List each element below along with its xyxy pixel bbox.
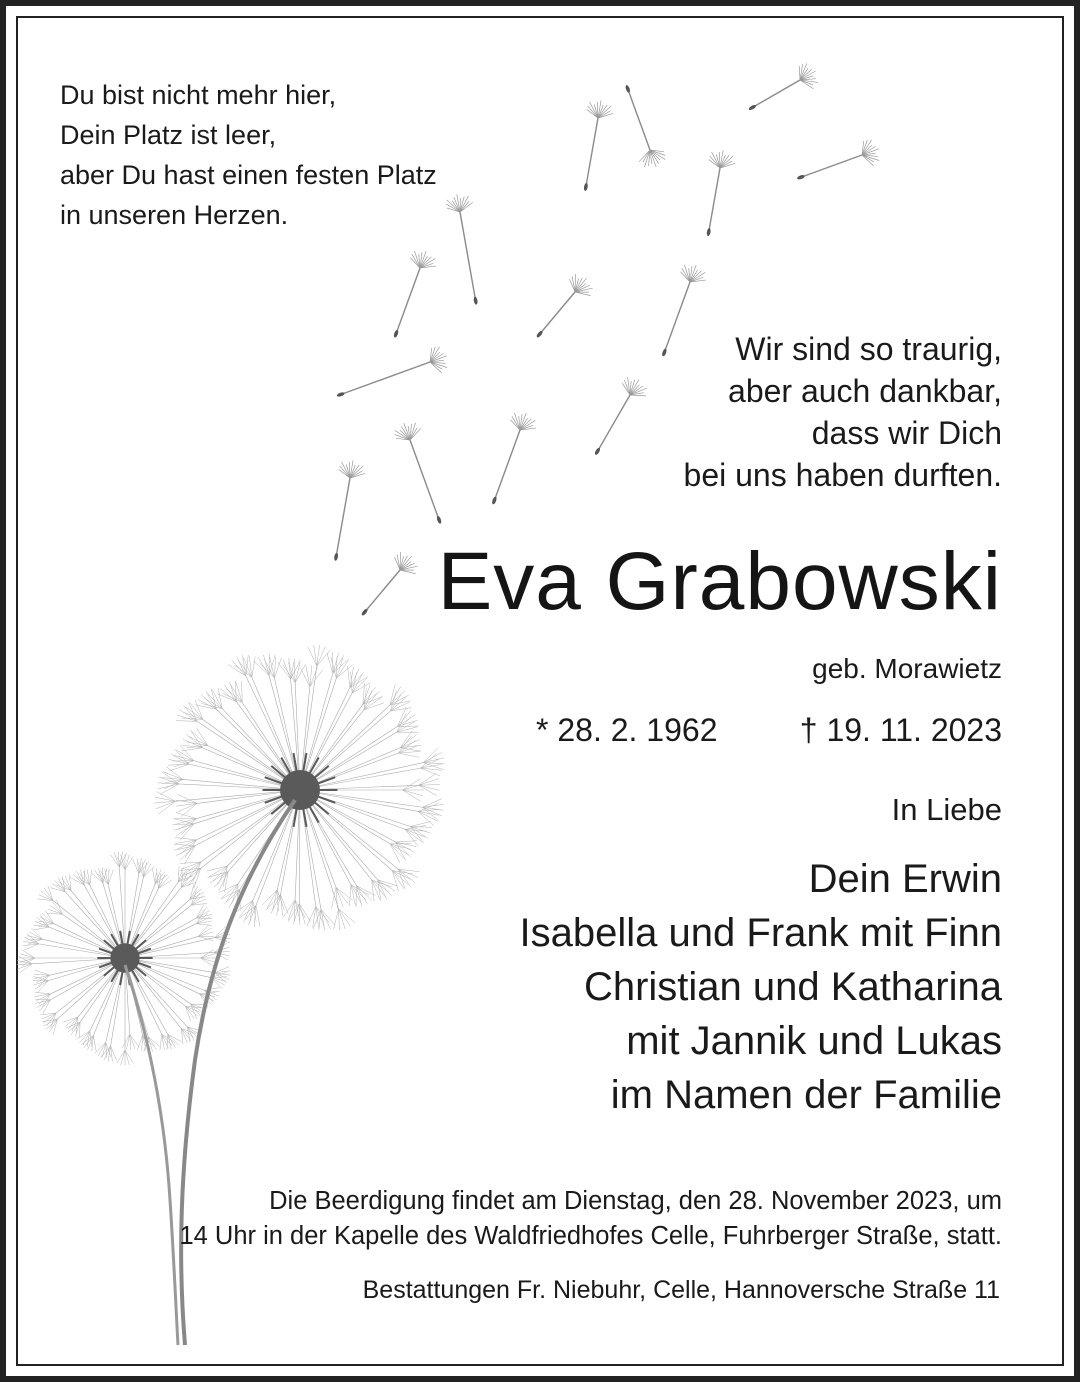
dandelion-seed-icon <box>797 140 880 181</box>
verse-left-line: Dein Platz ist leer, <box>60 120 277 150</box>
verse-left-line: in unseren Herzen. <box>60 200 289 230</box>
verse-left-line: aber Du hast einen festen Platz <box>60 160 437 190</box>
funeral-line: 14 Uhr in der Kapelle des Waldfriedhofes Celle, Fuhrberger Straße, statt. <box>179 1222 1002 1250</box>
dandelion-heads <box>17 645 445 1066</box>
dandelion-seed-icon <box>583 100 613 191</box>
dandelion-seed-icon <box>706 150 735 236</box>
dandelion-stems <box>125 800 295 1345</box>
mourner-line: mit Jannik und Lukas <box>626 1019 1002 1063</box>
verse-right-line: bei uns haben durften. <box>683 457 1002 493</box>
funeral-notice <box>179 1184 1002 1254</box>
undertaker-info: Bestattungen Fr. Niebuhr, Celle, Hannoversche Straße 11 <box>362 1276 1000 1304</box>
deceased-name: Eva Grabowski <box>437 536 1002 627</box>
verse-right-line: dass wir Dich <box>811 415 1002 451</box>
death-date: † 19. 11. 2023 <box>799 712 1002 748</box>
dandelion-seed-icon <box>334 460 366 561</box>
dandelion-seed-icon <box>446 194 478 305</box>
verse-right <box>684 328 1002 496</box>
dandelion-head-large-icon <box>154 645 444 930</box>
mourner-line: im Namen der Familie <box>610 1073 1002 1117</box>
mourner-line: Isabella und Frank mit Finn <box>519 911 1002 955</box>
dandelion-seed-icon <box>336 347 447 398</box>
dandelion-seed-icon <box>393 251 436 338</box>
verse-left <box>60 75 437 235</box>
dandelion-seed-icon <box>594 377 647 455</box>
mourners-list <box>520 852 1002 1122</box>
dandelion-seed-icon <box>395 423 442 524</box>
funeral-line: Die Beerdigung findet am Dienstag, den 28. November 2023, um <box>269 1187 1002 1215</box>
in-love-label: In Liebe <box>891 792 1002 827</box>
mourner-line: Christian und Katharina <box>583 965 1002 1009</box>
dandelion-seed-icon <box>536 274 593 338</box>
maiden-name: geb. Morawietz <box>812 653 1002 684</box>
dandelion-seed-icon <box>748 63 818 111</box>
verse-left-line: Du bist nicht mehr hier, <box>60 80 337 110</box>
dandelion-seed-icon <box>491 413 536 505</box>
birth-date: * 28. 2. 1962 <box>536 712 718 748</box>
mourner-line: Dein Erwin <box>808 857 1002 901</box>
verse-right-line: aber auch dankbar, <box>728 373 1002 409</box>
verse-right-line: Wir sind so traurig, <box>735 331 1002 367</box>
dandelion-seed-icon <box>361 552 418 616</box>
dandelion-seed-icon <box>625 85 666 168</box>
